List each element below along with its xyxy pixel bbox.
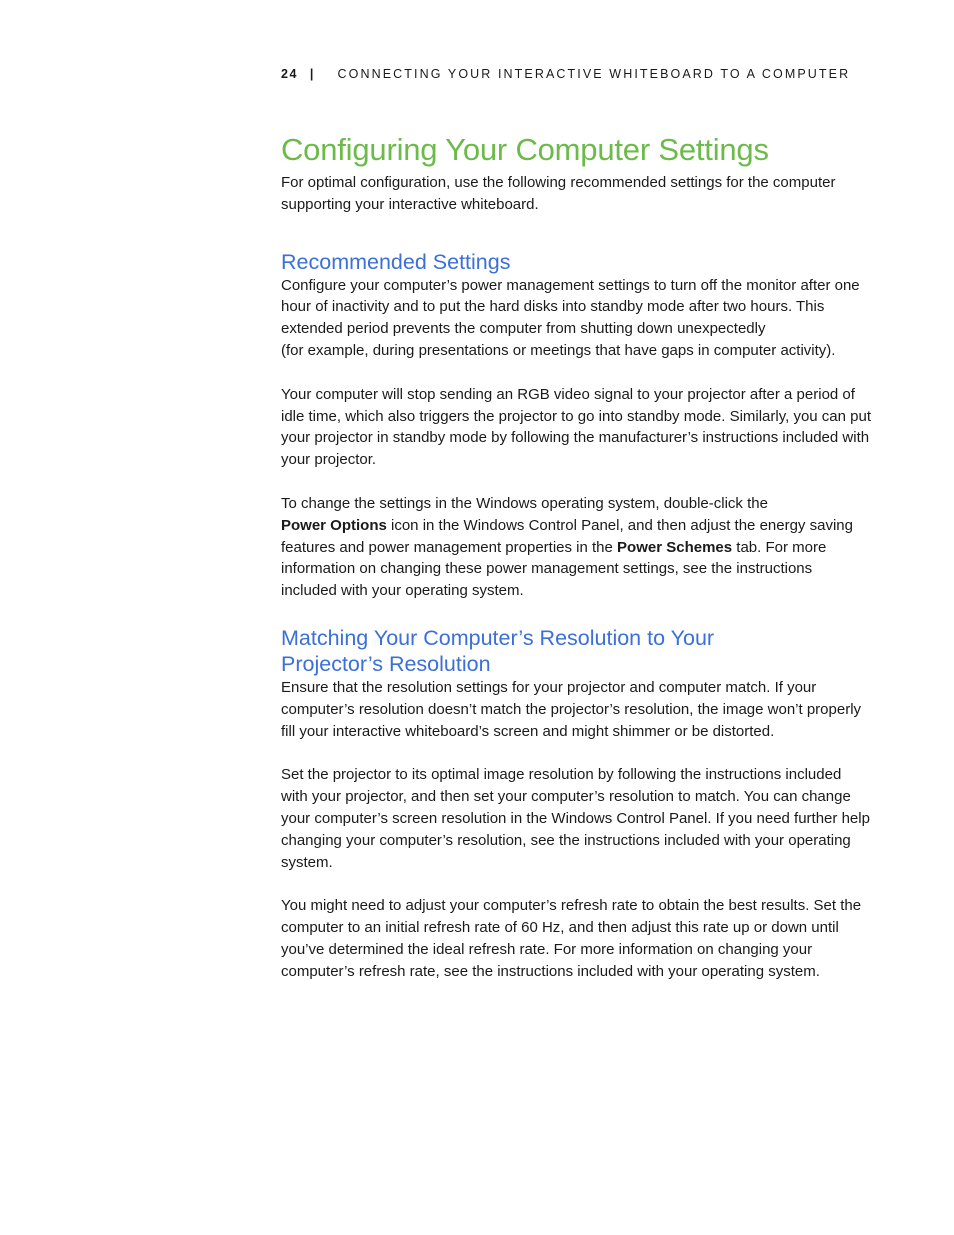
recommended-p3-start: To change the settings in the Windows operating system, double-click the [281,494,768,512]
recommended-p1-line1: Configure your computer’s power management settings to turn off the monitor after one hour of inactivity and to put the hard disks into standby mode after two hours. This extended period prevents the computer from shutting down unexpectedly [281,276,860,338]
recommended-paragraph-1 [281,275,871,362]
resolution-paragraph-2: Set the projector to its optimal image resolution by following the instructions included with your projector, and then set your computer’s resolution to match. You can change your computer’s screen resolution in the Windows Control Panel. If you need further help changing your computer’s resolution, see the instructions included with your operating system. [281,766,870,871]
page-number: 24 [281,67,298,81]
recommended-p3-middle: icon in the Windows Control Panel, and then adjust the energy saving features and power management properties in the [281,516,853,556]
chapter-title: CONNECTING YOUR INTERACTIVE WHITEBOARD TO A COMPUTER [337,67,851,81]
resolution-heading-line2: Projector’s Resolution [281,651,491,676]
resolution-paragraph-1: Ensure that the resolution settings for your projector and computer match. If your computer’s resolution doesn’t match the projector’s resolution, the image won’t properly fill your interactive whiteboard’s screen and might shimmer or be distorted. [281,678,862,740]
header-separator: | [309,67,316,81]
section-title: Configuring Your Computer Settings [281,132,769,167]
power-options-term: Power Options [281,516,387,534]
running-header [281,66,850,82]
section-intro: For optimal configuration, use the following recommended settings for the computer supporting your interactive whiteboard. [281,174,836,213]
resolution-heading [281,625,871,677]
recommended-p1-line2: (for example, during presentations or meetings that have gaps in computer activity). [281,341,836,359]
recommended-paragraph-2: Your computer will stop sending an RGB video signal to your projector after a period of idle time, which also triggers the projector to go into standby mode. Similarly, you can put your projector in standby mode by following the manufacturer’s instructions included with your projector. [281,385,872,469]
resolution-paragraph-3: You might need to adjust your computer’s refresh rate to obtain the best results. Set the computer to an initial refresh rate of 60 Hz, and then adjust this rate up or down until you’ve determined the ideal refresh rate. For more information on changing your computer’s refresh rate, see the instructions included with your operating system. [281,897,862,980]
recommended-p3-end: tab. For more information on changing these power management settings, see the instructions included with your operating system. [281,538,827,600]
page-content [281,130,871,983]
recommended-settings-heading: Recommended Settings [281,249,511,274]
resolution-heading-line1: Matching Your Computer’s Resolution to Your [281,625,715,650]
power-schemes-term: Power Schemes [617,538,733,556]
recommended-paragraph-3 [281,493,871,602]
